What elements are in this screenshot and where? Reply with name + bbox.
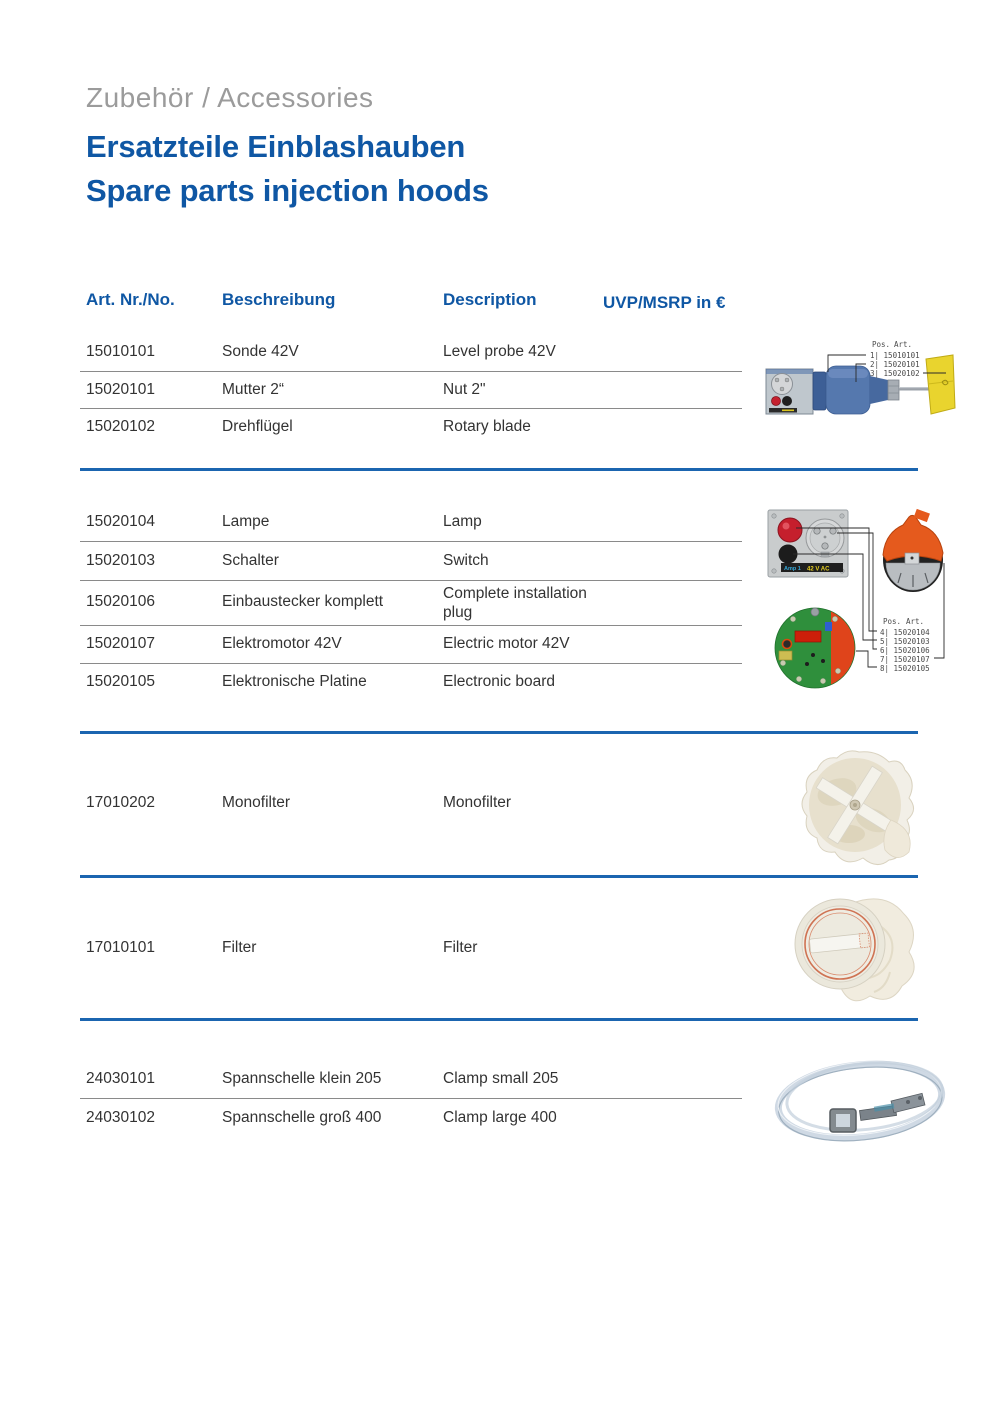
electrics-callout-item: 7| 15020107 xyxy=(880,655,930,664)
probe-callout-item: 2| 15020101 xyxy=(870,360,920,369)
section-eyebrow: Zubehör / Accessories xyxy=(86,82,374,113)
probe-control-panel xyxy=(766,369,813,414)
cell-description: Electric motor 42V xyxy=(443,635,570,652)
panel-lamp-switch-plug xyxy=(768,510,848,577)
row-separator xyxy=(80,408,742,409)
cell-beschreibung: Spannschelle klein 205 xyxy=(222,1070,382,1087)
clamp-buckle xyxy=(830,1109,856,1132)
cell-description: Lamp xyxy=(443,513,482,530)
product-image-electric-parts xyxy=(763,503,953,693)
product-image-level-probe xyxy=(756,332,961,440)
cell-description: Complete installation plug xyxy=(443,585,587,621)
cell-art-nr: 15020106 xyxy=(86,593,155,610)
cell-art-nr: 15020105 xyxy=(86,673,155,690)
cell-art-nr: 17010101 xyxy=(86,939,155,956)
section-divider xyxy=(80,1018,918,1021)
product-image-monofilter xyxy=(797,748,927,874)
cell-beschreibung: Spannschelle groß 400 xyxy=(222,1109,382,1126)
probe-callout-art-label: Art. xyxy=(894,340,913,349)
cell-description: Electronic board xyxy=(443,673,556,690)
cell-beschreibung: Mutter 2“ xyxy=(222,381,285,398)
row-separator xyxy=(80,371,742,372)
col-header-art-nr: Art. Nr./No. xyxy=(86,290,175,309)
cell-art-nr: 15020101 xyxy=(86,381,155,398)
cell-art-nr: 24030102 xyxy=(86,1109,155,1126)
cell-description: Clamp small 205 xyxy=(443,1070,559,1087)
cell-beschreibung: Filter xyxy=(222,939,257,956)
row-separator xyxy=(80,1098,742,1099)
probe-rotary-blade xyxy=(926,355,955,414)
cell-description: Rotary blade xyxy=(443,418,531,435)
cell-art-nr: 17010202 xyxy=(86,794,155,811)
electronic-board xyxy=(775,608,855,688)
row-separator xyxy=(80,580,742,581)
cell-description: Clamp large 400 xyxy=(443,1109,557,1126)
section-divider xyxy=(80,468,918,471)
panel-red-lamp xyxy=(778,518,802,542)
electrics-callout-art-label: Art. xyxy=(906,617,925,626)
col-header-beschreibung: Beschreibung xyxy=(222,290,336,309)
electrics-callout-item: 8| 15020105 xyxy=(880,664,930,673)
product-image-filter xyxy=(790,886,925,1014)
electric-motor xyxy=(883,509,943,592)
cell-beschreibung: Elektronische Platine xyxy=(222,673,367,690)
cell-art-nr: 15020104 xyxy=(86,513,155,530)
cell-beschreibung: Lampe xyxy=(222,513,270,530)
probe-callout-item: 1| 15010101 xyxy=(870,351,920,360)
cell-art-nr: 24030101 xyxy=(86,1070,155,1087)
section-divider xyxy=(80,875,918,878)
electrics-callout xyxy=(880,617,930,673)
cell-beschreibung: Sonde 42V xyxy=(222,343,299,360)
cell-beschreibung: Drehflügel xyxy=(222,418,293,435)
cell-beschreibung: Einbaustecker komplett xyxy=(222,593,384,610)
probe-callout xyxy=(870,340,920,378)
cell-art-nr: 15010101 xyxy=(86,343,155,360)
cell-art-nr: 15020107 xyxy=(86,635,155,652)
cell-beschreibung: Monofilter xyxy=(222,794,291,811)
cell-description: Filter xyxy=(443,939,478,956)
cell-beschreibung: Elektromotor 42V xyxy=(222,635,342,652)
product-image-clamp xyxy=(768,1053,953,1150)
panel-label-volt: 42 V AC xyxy=(807,566,830,573)
panel-label-amp: Amp 1 xyxy=(784,566,801,572)
row-separator xyxy=(80,625,742,626)
cell-description: Monofilter xyxy=(443,794,512,811)
cell-description: Level probe 42V xyxy=(443,343,556,360)
cell-description: Nut 2" xyxy=(443,381,486,398)
probe-callout-item: 3| 15020102 xyxy=(870,369,920,378)
cell-art-nr: 15020103 xyxy=(86,552,155,569)
electrics-callout-item: 5| 15020103 xyxy=(880,637,930,646)
page-title-de: Ersatzteile Einblashauben xyxy=(86,129,466,164)
section-divider xyxy=(80,731,918,734)
col-header-description: Description xyxy=(443,290,537,309)
cell-art-nr: 15020102 xyxy=(86,418,155,435)
cell-description: Switch xyxy=(443,552,489,569)
col-header-msrp: UVP/MSRP in € xyxy=(603,293,726,312)
electrics-callout-item: 4| 15020104 xyxy=(880,628,930,637)
cell-beschreibung: Schalter xyxy=(222,552,279,569)
probe-callout-pos-label: Pos. xyxy=(872,340,891,349)
page-title-en: Spare parts injection hoods xyxy=(86,173,489,208)
row-separator xyxy=(80,541,742,542)
electrics-callout-item: 6| 15020106 xyxy=(880,646,930,655)
row-separator xyxy=(80,663,742,664)
electrics-callout-pos-label: Pos. xyxy=(883,617,902,626)
